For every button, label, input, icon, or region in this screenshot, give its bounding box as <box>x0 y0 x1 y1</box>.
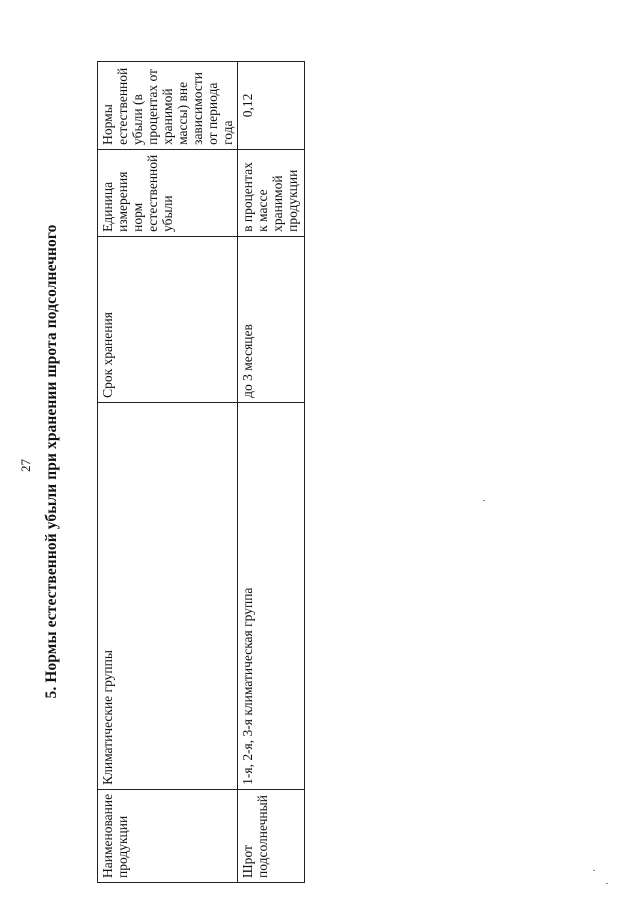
header-climate-groups: Климатические группы <box>98 402 238 789</box>
cell-norm: 0,12 <box>238 62 305 150</box>
page-number: 27 <box>18 459 33 472</box>
norms-table <box>97 61 305 883</box>
header-norm: Нормы естественной убыли (в процентах от хранимой массы) вне зависимости от периода года <box>98 62 238 150</box>
cell-storage-period: до 3 месяцев <box>238 236 305 402</box>
scan-speck <box>606 883 608 884</box>
table-header-row <box>98 62 238 883</box>
document-title: 5. Нормы естественной убыли при хранении шрота подсолнечного <box>43 224 60 699</box>
scan-speck <box>483 500 485 501</box>
cell-product-name: Шрот подсолнечный <box>238 789 305 882</box>
scan-speck <box>593 870 595 871</box>
header-unit: Единица измерения норм естественной убыли <box>98 149 238 236</box>
header-storage-period: Срок хранения <box>98 236 238 402</box>
table-row <box>238 62 305 883</box>
header-product-name: Наименование продукции <box>98 789 238 882</box>
cell-climate-groups: 1-я, 2-я, 3-я климатическая группа <box>238 402 305 789</box>
cell-unit: в процентах к массе хранимой продукции <box>238 149 305 236</box>
